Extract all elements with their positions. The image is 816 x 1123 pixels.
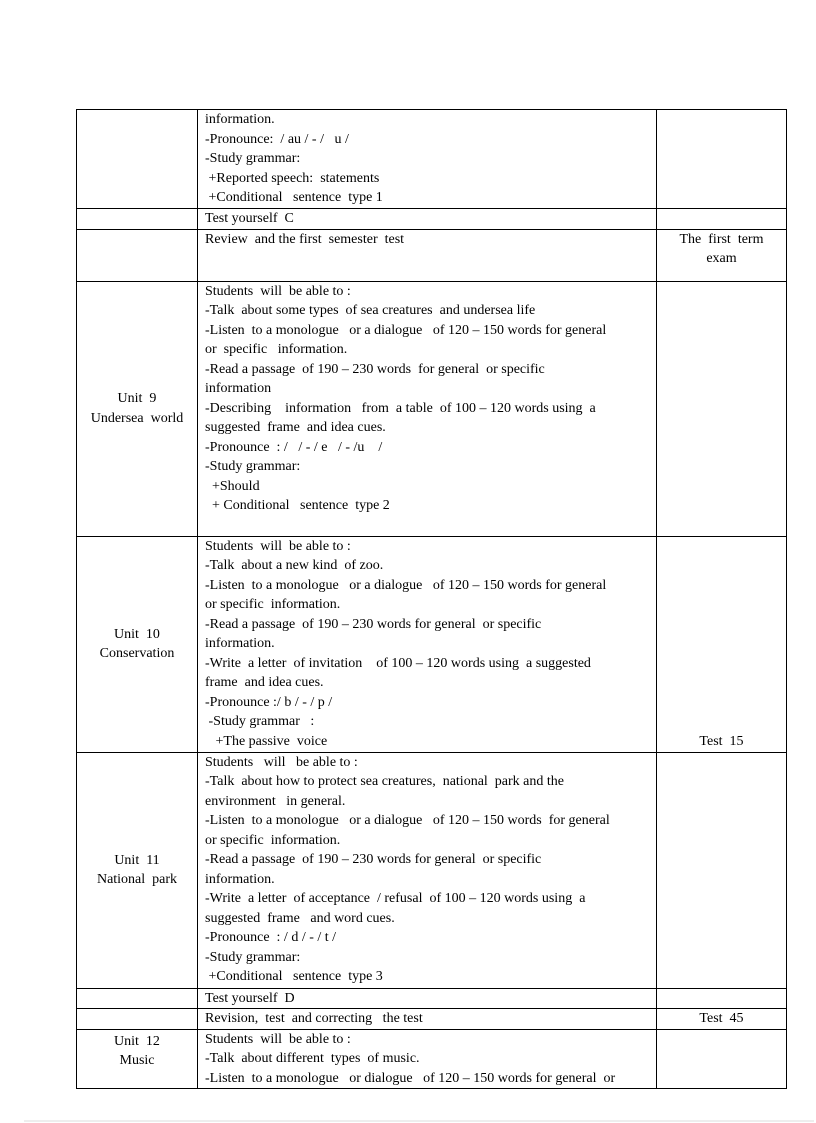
note-line: The first term [679,231,764,247]
content-line: -Talk about a new kind of zoo. [205,558,384,573]
unit-line: National park [96,872,178,887]
unit-cell [77,752,198,988]
content-line: -Listen to a monologue or a dialogue of 120 – 150 words for general [205,322,607,338]
content-line: -Listen to a monologue or a dialogue of 120 – 150 words for general [205,577,607,593]
content-line: +The passive voice [205,733,328,749]
table-row [77,281,787,536]
content-line: -Pronounce: / au / - / u / [205,131,349,147]
unit-cell [77,229,198,281]
content-cell [198,1009,657,1030]
unit-cell [77,1009,198,1030]
note-cell [657,1009,787,1030]
content-cell [198,1029,657,1089]
unit-cell [77,281,198,536]
unit-line: Conservation [99,646,175,661]
unit-line: Unit 11 [114,852,160,868]
note-cell [657,229,787,281]
content-line: or specific information. [205,832,341,848]
content-line: -Write a letter of invitation of 100 – 120 words using a suggested [205,655,591,671]
content-line: Students will be able to : [205,283,351,299]
content-line: -Write a letter of acceptance / refusal of 100 – 120 words using a [205,891,586,906]
table-row [77,1009,787,1030]
content-line: -Study grammar: [205,459,301,474]
syllabus-table [76,109,787,1089]
unit-line: Unit 12 [114,1033,160,1049]
unit-line: Unit 10 [114,626,160,642]
table-row [77,1029,787,1089]
note-line: Test 45 [699,1011,744,1026]
unit-line: Music [119,1053,155,1068]
unit-cell [77,209,198,230]
content-line: environment in general. [205,793,346,809]
table-row [77,536,787,752]
content-line: -Study grammar: [205,949,301,965]
content-cell [198,209,657,230]
content-cell [198,988,657,1009]
content-line: -Read a passage of 190 – 230 words for general or specific [205,616,542,632]
note-line: Test 15 [699,734,744,749]
note-cell [657,536,787,752]
content-line: -Read a passage of 190 – 230 words for general or specific [205,361,545,377]
content-line: frame and idea cues. [205,675,324,690]
table-row [77,752,787,988]
content-line: information. [205,871,275,887]
content-line: +Conditional sentence type 3 [205,969,383,984]
note-cell [657,209,787,230]
note-line: exam [706,251,737,266]
content-line: +Reported speech: statements [205,170,380,186]
content-line: +Conditional sentence type 1 [205,190,383,205]
content-line: Revision, test and correcting the test [205,1011,423,1026]
content-line: -Talk about how to protect sea creatures, national park and the [205,774,564,789]
content-line: -Pronounce : / d / - / t / [205,930,337,945]
content-cell [198,752,657,988]
unit-cell [77,988,198,1009]
content-line: -Study grammar : [205,714,315,729]
content-line: -Read a passage of 190 – 230 words for general or specific [205,852,542,867]
content-line: -Describing information from a table of 100 – 120 words using a [205,400,596,416]
table-row [77,988,787,1009]
content-line: suggested frame and idea cues. [205,420,386,435]
content-line: -Talk about different types of music. [205,1051,420,1066]
content-line: -Study grammar: [205,151,301,166]
note-cell [657,110,787,209]
content-line: -Listen to a monologue or dialogue of 120 – 150 words for general or [205,1070,616,1086]
content-line: or specific information. [205,342,348,357]
content-cell [198,110,657,209]
content-cell [198,536,657,752]
content-line: -Talk about some types of sea creatures and undersea life [205,303,536,318]
content-line: Students will be able to : [205,1031,351,1047]
content-line: +Should [205,478,260,494]
content-line: -Listen to a monologue or a dialogue of 120 – 150 words for general [205,813,610,828]
content-line: information. [205,636,275,651]
content-cell [198,281,657,536]
content-line: or specific information. [205,597,341,612]
table-row [77,209,787,230]
unit-line: Unit 9 [117,391,157,406]
note-cell [657,752,787,988]
table-row [77,110,787,209]
content-line: Students will be able to : [205,754,358,770]
unit-cell [77,1029,198,1089]
content-line: information [205,381,272,396]
content-line: + Conditional sentence type 2 [205,498,390,513]
content-line: -Pronounce : / / - / e / - /u / [205,439,383,455]
content-line: -Pronounce :/ b / - / p / [205,694,333,710]
content-line: Test yourself C [205,211,294,226]
note-cell [657,1029,787,1089]
note-cell [657,988,787,1009]
unit-line: Undersea world [90,410,184,426]
unit-cell [77,536,198,752]
unit-cell [77,110,198,209]
table-row [77,229,787,281]
content-line: information. [205,112,275,127]
content-line: suggested frame and word cues. [205,910,395,926]
page-bottom-rule [24,1120,814,1122]
content-cell [198,229,657,281]
content-line: Review and the first semester test [205,231,405,247]
note-cell [657,281,787,536]
content-line: Test yourself D [205,990,295,1006]
content-line: Students will be able to : [205,538,351,554]
